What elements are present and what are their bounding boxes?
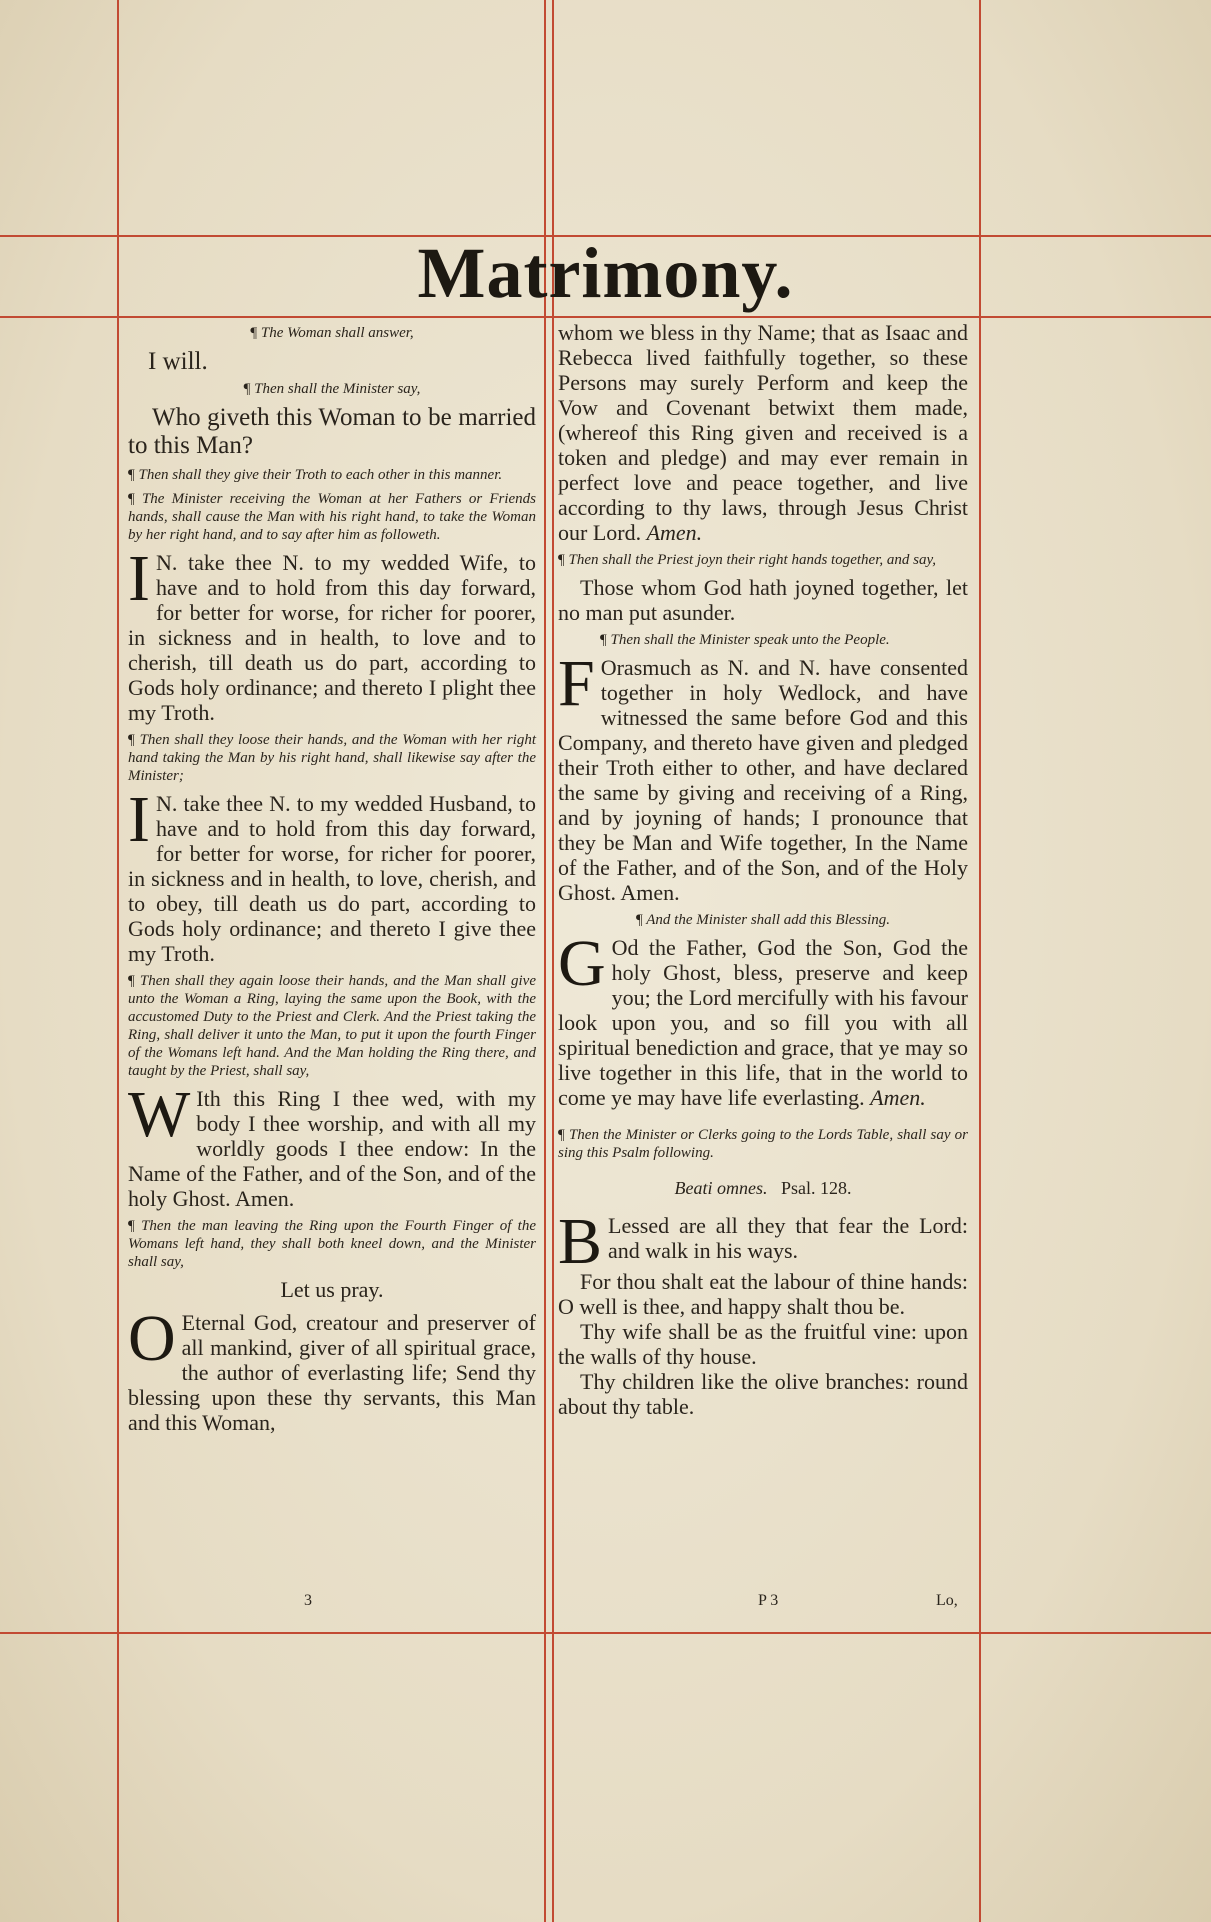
- psalm-verse: For thou shalt eat the labour of thine hands: O well is thee, and happy shalt thou be.: [558, 1269, 968, 1319]
- rubric: ¶ Then shall the Priest joyn their right hands together, and say,: [558, 552, 937, 568]
- rubric: ¶ The Woman shall answer,: [250, 325, 414, 341]
- joining-sentence: Those whom God hath joyned together, let no man put asunder.: [558, 575, 968, 625]
- rubric: ¶ And the Minister shall add this Blessing.: [635, 912, 891, 928]
- rule-bottom: [0, 1632, 1211, 1634]
- prayer-continuation: whom we bless in thy Name; that as Isaac and Rebecca lived faithfully together, so these Persons may surely Perform and keep the Vow and Covenant betwixt them made, (whereof this Ring given and received is a token and pledge) and may ever remain in perfect love and peace together, and live according to thy laws, through Jesus Christ our Lord. Amen.: [558, 320, 968, 545]
- rule-title-bottom: [0, 316, 1211, 318]
- psalm-heading: Beati omnes. Psal. 128.: [674, 1178, 852, 1198]
- drop-cap: B: [558, 1205, 603, 1278]
- vow-paragraph: I N. take thee N. to my wedded Husband, to have and to hold from this day forward, for better for worse, for richer for poorer, in sickness and in health, to love, cherish, and to obey, till death us do part, according to Gods holy ordinance; and thereto I give thee my Troth.: [128, 783, 536, 966]
- prayer-heading: Let us pray.: [280, 1277, 384, 1302]
- catchword: Lo,: [936, 1592, 958, 1609]
- response-text: I will.: [148, 348, 208, 375]
- prayer-paragraph: O Eternal God, creatour and preserver of all mankind, giver of all spiritual grace, the author of everlasting life; Send thy blessing upon these thy servants, this Man and this Woman,: [128, 1302, 536, 1435]
- rubric: ¶ Then shall they loose their hands, and the Woman with her right hand taking the Man by his right hand, shall likewise say after the Minister;: [128, 732, 536, 784]
- question-text: Who giveth this Woman to be married to this Man?: [128, 404, 536, 459]
- drop-cap: W: [128, 1078, 191, 1151]
- rubric: ¶ Then shall the Minister speak unto the People.: [600, 632, 890, 648]
- psalm-verse: B Lessed are all they that fear the Lord: and walk in his ways.: [558, 1205, 968, 1278]
- drop-cap: G: [558, 927, 606, 1000]
- rubric: ¶ The Minister receiving the Woman at her Fathers or Friends hands, shall cause the Man with his right hand, to take the Woman by her right hand, and to say after him as followeth.: [128, 491, 536, 543]
- rubric: ¶ Then shall the Minister say,: [243, 381, 421, 397]
- rubric: ¶ Then the man leaving the Ring upon the Fourth Finger of the Womans left hand, they shall both kneel down, and the Minister shall say,: [128, 1218, 537, 1270]
- blessing-paragraph: G Od the Father, God the Son, God the holy Ghost, bless, preserve and keep you; the Lord mercifully with his favour look upon you, and so fill you with all spiritual benediction and grace, that ye may so live together in this life, that in the world to come ye may have life everlasting. Amen.: [558, 927, 968, 1110]
- rubric: ¶ Then the Minister or Clerks going to the Lords Table, shall say or sing this Psalm following.: [558, 1127, 969, 1161]
- pronouncement-paragraph: F Orasmuch as N. and N. have consented together in holy Wedlock, and have witnessed the same before God and this Company, and thereto have given and pledged their Troth either to other, and have declared the same by giving and receiving of a Ring, and by joyning of hands; I pronounce that they be Man and Wife together, In the Name of the Father, and of the Son, and of the Holy Ghost. Amen.: [558, 647, 968, 905]
- drop-cap: F: [558, 647, 595, 720]
- right-column: [558, 320, 968, 1419]
- page-title: Matrimony.: [417, 233, 794, 313]
- signature-mark: P 3: [758, 1592, 779, 1609]
- drop-cap: I: [128, 783, 150, 856]
- drop-cap: I: [128, 542, 150, 615]
- left-column: [128, 320, 536, 1441]
- ring-paragraph: W Ith this Ring I thee wed, with my body I thee worship, and with all my worldly goods I thee endow: In the Name of the Father, and of the Son, and of the holy Ghost. Amen.: [128, 1078, 536, 1211]
- psalm-verse: Thy children like the olive branches: round about thy table.: [558, 1369, 968, 1419]
- drop-cap: O: [128, 1302, 176, 1375]
- vow-paragraph: I N. take thee N. to my wedded Wife, to have and to hold from this day forward, for better for worse, for richer for poorer, in sickness and in health, to love and to cherish, till death us do part, according to Gods holy ordinance; and thereto I plight thee my Troth.: [128, 542, 536, 725]
- psalm-verse: Thy wife shall be as the fruitful vine: upon the walls of thy house.: [558, 1319, 968, 1369]
- page-number: 3: [304, 1592, 312, 1609]
- rubric: ¶ Then shall they again loose their hands, and the Man shall give unto the Woman a Ring, laying the same upon the Book, with the accustomed Duty to the Priest and Clerk. And the Priest taking the Ring, shall deliver it unto the Man, to put it upon the fourth Finger of the Womans left hand. And the Man holding the Ring there, and taught by the Priest, shall say,: [128, 973, 536, 1079]
- rubric: ¶ Then shall they give their Troth to each other in this manner.: [128, 467, 503, 483]
